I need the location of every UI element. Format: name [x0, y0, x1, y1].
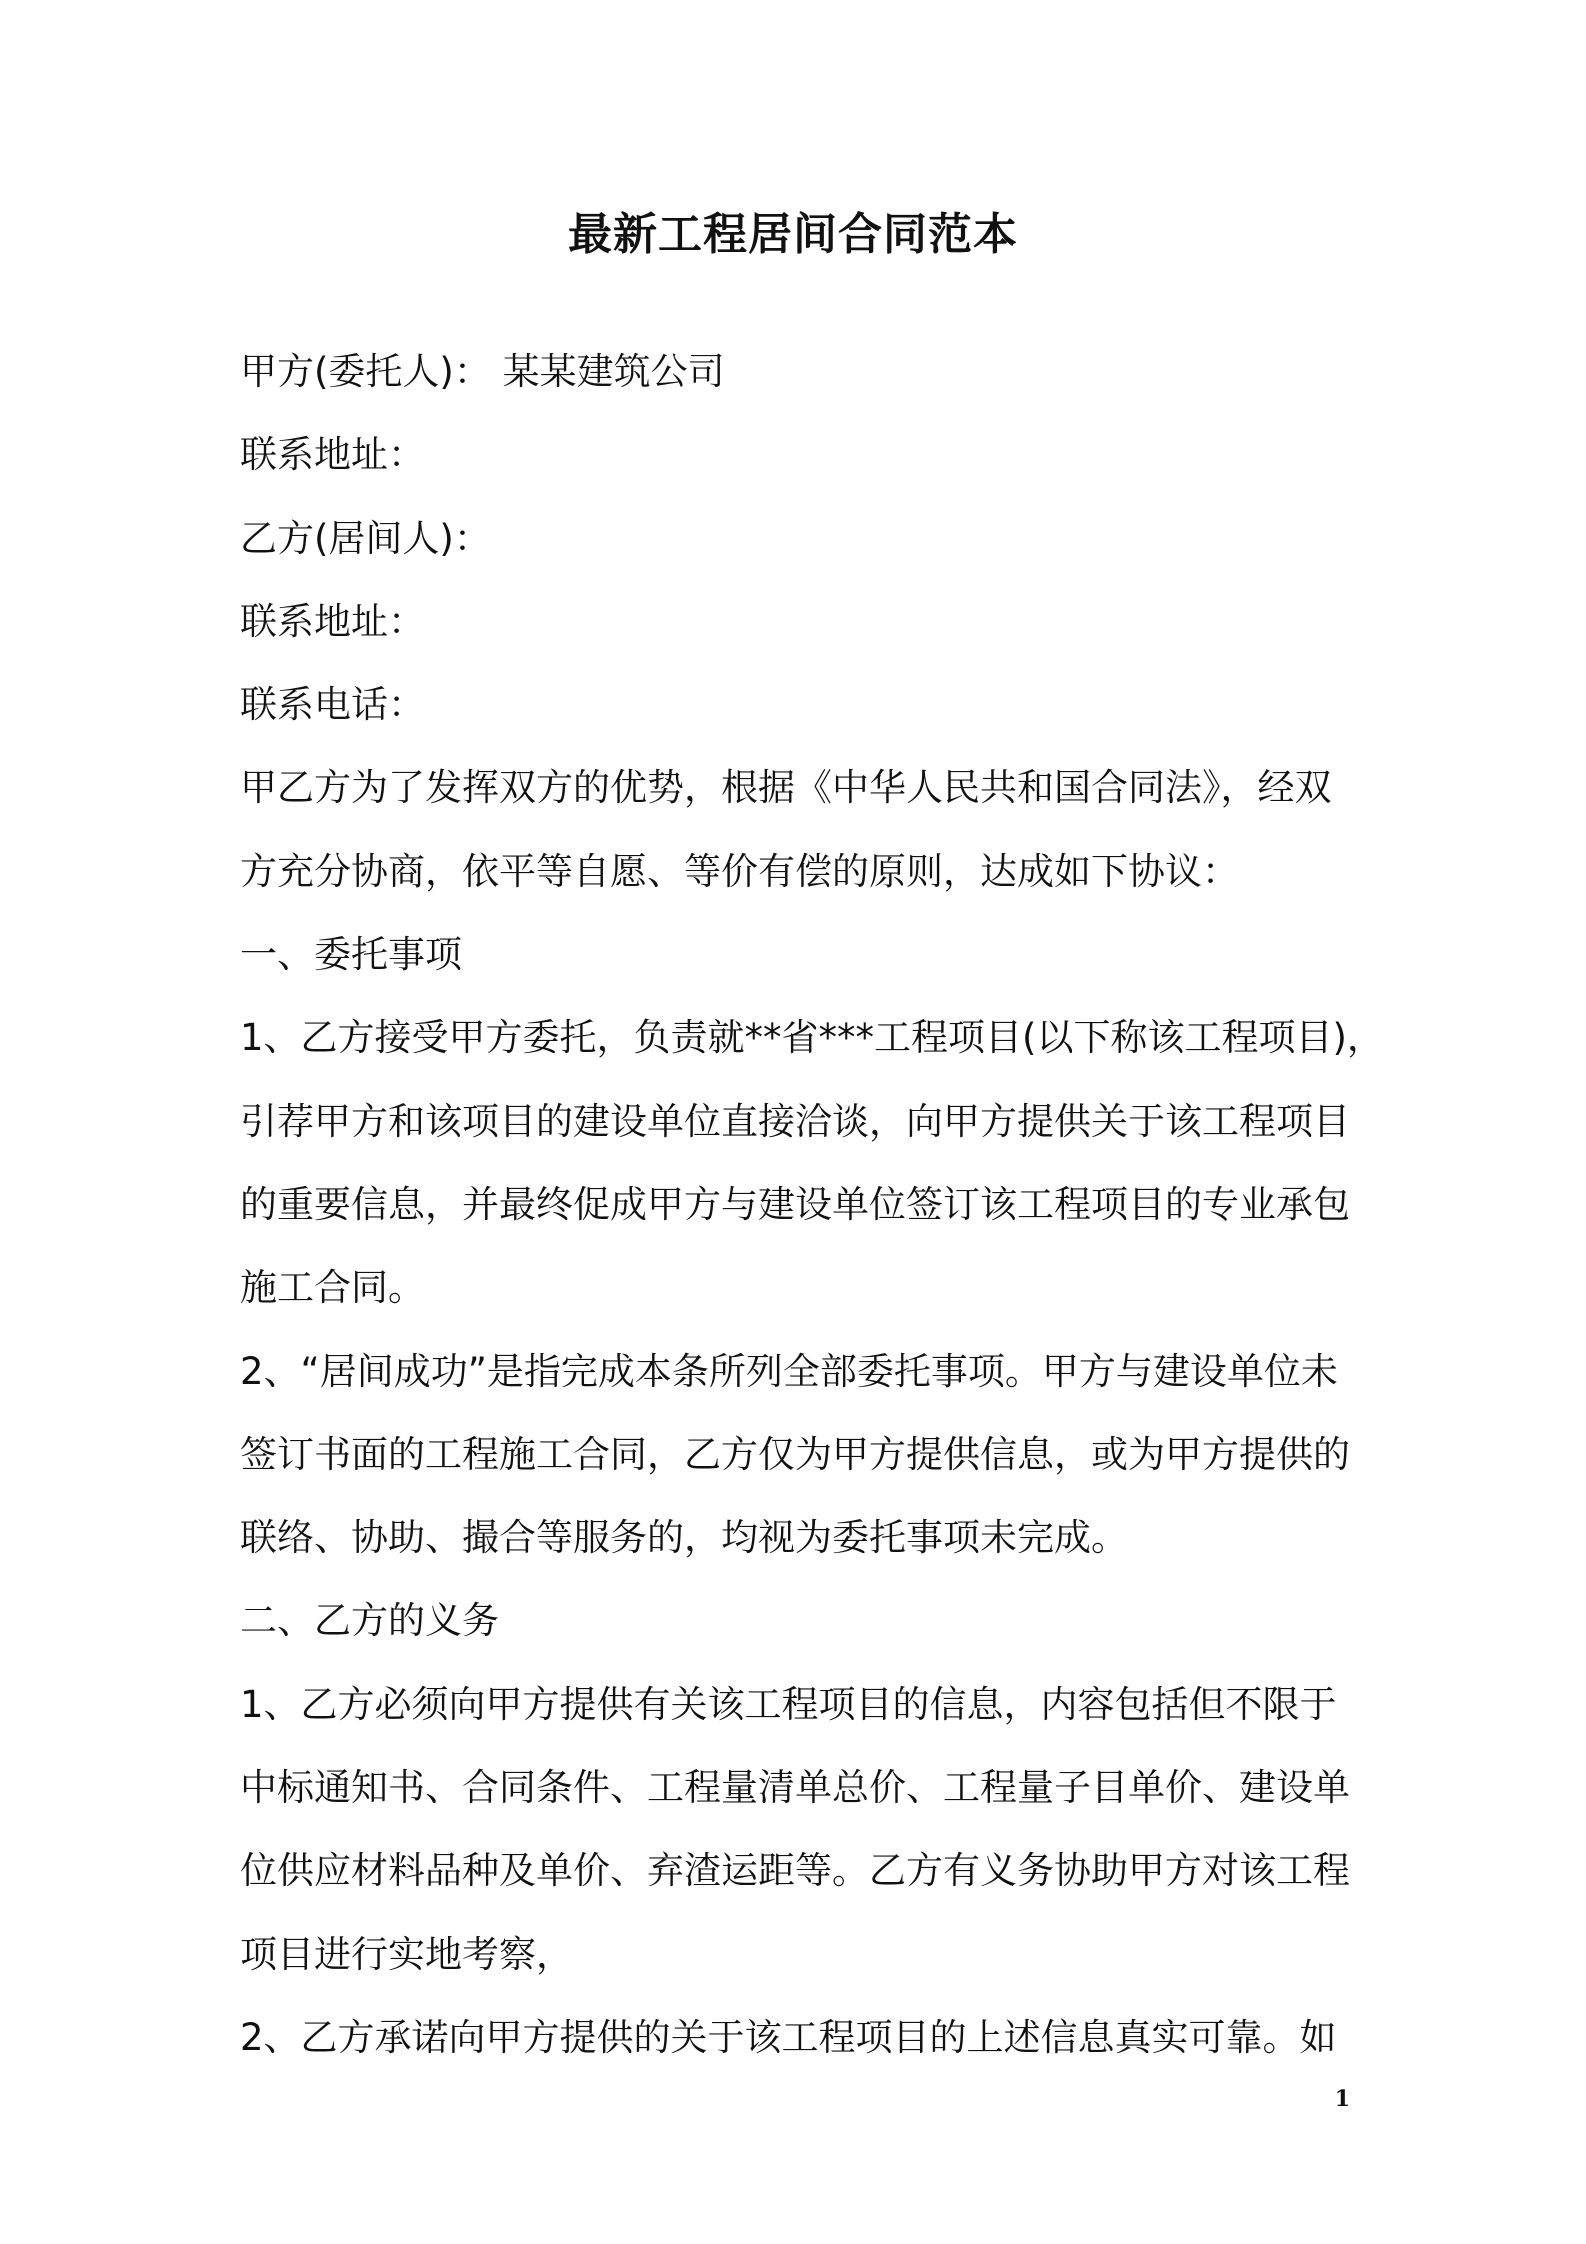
paragraph-line: 2、“居间成功”是指完成本条所列全部委托事项。甲方与建设单位未: [240, 1349, 1338, 1393]
paragraph-line: 1、乙方必须向甲方提供有关该工程项目的信息，内容包括但不限于: [240, 1682, 1337, 1726]
paragraph-line: 的重要信息，并最终促成甲方与建设单位签订该工程项目的专业承包: [240, 1182, 1350, 1226]
paragraph-line: 中标通知书、合同条件、工程量清单总价、工程量子目单价、建设单: [240, 1766, 1350, 1810]
party-b-address-line: 联系地址：: [240, 599, 425, 643]
paragraph-line: 方充分协商，依平等自愿、等价有偿的原则，达成如下协议：: [240, 849, 1239, 893]
party-b-line: 乙方(居间人)：: [240, 516, 491, 560]
document-title: 最新工程居间合同范本: [568, 209, 1018, 260]
paragraph-line: 2、乙方承诺向甲方提供的关于该工程项目的上述信息真实可靠。如: [240, 2015, 1337, 2059]
paragraph-line: 1、乙方接受甲方委托，负责就**省***工程项目(以下称该工程项目)，: [240, 1016, 1384, 1060]
paragraph-line: 项目进行实地考察，: [240, 1932, 573, 1976]
document-body: [240, 330, 1384, 2079]
paragraph-line: 甲乙方为了发挥双方的优势，根据《中华人民共和国合同法》，经双: [240, 766, 1332, 810]
paragraph-line: 引荐甲方和该项目的建设单位直接洽谈，向甲方提供关于该工程项目: [240, 1099, 1350, 1143]
party-a-address-line: 联系地址：: [240, 433, 425, 477]
party-b-phone-line: 联系电话：: [240, 683, 425, 727]
paragraph-line: 联络、协助、撮合等服务的，均视为委托事项未完成。: [240, 1516, 1128, 1560]
paragraph-line: 位供应材料品种及单价、弃渣运距等。乙方有义务协助甲方对该工程: [240, 1849, 1350, 1893]
paragraph-line: 签订书面的工程施工合同，乙方仅为甲方提供信息，或为甲方提供的: [240, 1432, 1350, 1476]
section-heading: 二、乙方的义务: [240, 1599, 499, 1643]
paragraph-line: 施工合同。: [240, 1266, 425, 1310]
page-number: 1: [1334, 2086, 1350, 2112]
section-heading: 一、委托事项: [240, 933, 462, 977]
party-a-line: 甲方(委托人)： 某某建筑公司: [240, 350, 725, 393]
